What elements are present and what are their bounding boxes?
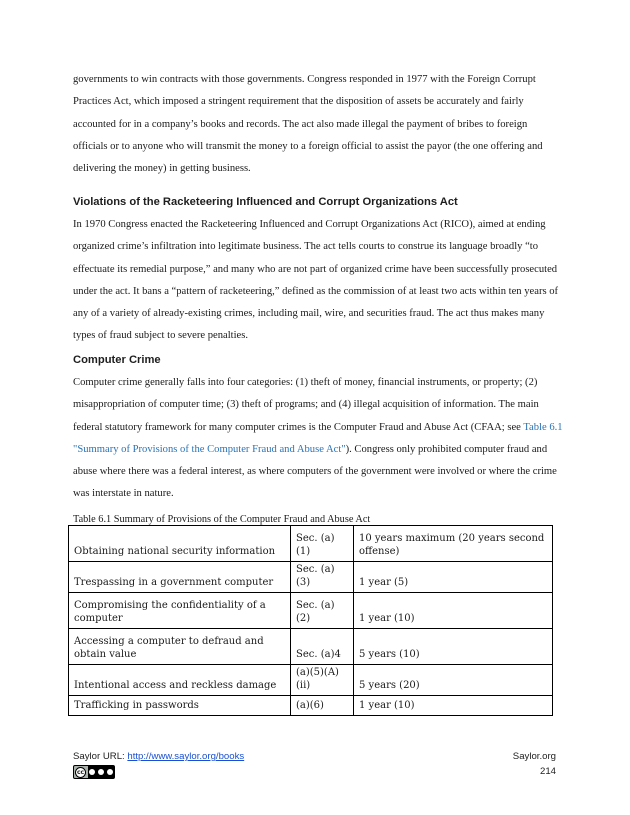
table-cell: 5 years (20) [354, 665, 553, 696]
creative-commons-license-icon[interactable] [73, 765, 115, 779]
table-cell: Obtaining national security information [69, 526, 291, 562]
paragraph-fcpa: governments to win contracts with those governments. Congress responded in 1977 with the Foreign Corrupt Practices Act, which imposed a stringent requirement that the disposition of assets be accurately and fairly accounted for in a company’s books and records. The act also made illegal the payment of bribes to foreign officials or to anyone who will transmit the money to a foreign official to assist the payor (the one offering and delivering the money) in getting business. [73, 74, 543, 175]
paragraph-rico: In 1970 Congress enacted the Racketeering Influenced and Corrupt Organizations Act (RICO), aimed at ending organized crime’s infiltration into legitimate business. The act tells courts to construe its language broadly “to effectuate its remedial purpose,” and many who are not part of organized crime have been successfully prosecuted under the act. It bans a “pattern of racketeering,” defined as the commission of at least two acts within ten years of any of a variety of already-existing crimes, including mail, wire, and securities fraud. The act thus makes many types of fraud subject to severe penalties. [73, 219, 559, 342]
table-cell: 5 years (10) [354, 629, 553, 665]
sa-icon [107, 769, 113, 775]
table-cell: 1 year (5) [354, 562, 553, 593]
table-cell: 1 year (10) [354, 696, 553, 716]
by-icon [89, 769, 95, 775]
table-cell: Trespassing in a government computer [69, 562, 291, 593]
table-row [69, 562, 553, 593]
table-row [69, 593, 553, 629]
table-cell: Trafficking in passwords [69, 696, 291, 716]
paragraph-computer-crime [73, 372, 563, 506]
table-cell: Sec. (a)(3) [291, 562, 354, 593]
table-cell: Accessing a computer to defraud and obtain value [69, 629, 291, 665]
footer-url [73, 751, 244, 762]
page-number: 214 [539, 766, 556, 777]
table-caption: Table 6.1 Summary of Provisions of the Computer Fraud and Abuse Act [73, 514, 371, 525]
table-row [69, 696, 553, 716]
footer-url-label: Saylor URL: [73, 751, 128, 762]
table-cell: Compromising the confidentiality of a computer [69, 593, 291, 629]
section-heading-rico: Violations of the Racketeering Influenced and Corrupt Organizations Act [73, 196, 458, 208]
table-cell: 10 years maximum (20 years second offense) [354, 526, 553, 562]
table-cell: (a)(6) [291, 696, 354, 716]
cc-logo-icon: cc [76, 768, 85, 776]
nc-icon [98, 769, 104, 775]
footer-site: Saylor.org [512, 751, 556, 762]
table-row [69, 665, 553, 696]
cfaa-provisions-table [68, 525, 553, 716]
license-terms-icons [88, 766, 114, 778]
table-cell: Sec. (a)(1) [291, 526, 354, 562]
table-cell: Sec. (a)4 [291, 629, 354, 665]
table-cell: Intentional access and reckless damage [69, 665, 291, 696]
table-cell: Sec. (a)(2) [291, 593, 354, 629]
table-cell: 1 year (10) [354, 593, 553, 629]
table-cell: (a)(5)(A)(ii) [291, 665, 354, 696]
table-reference-link[interactable]: Table 6.1 "Summary of Provisions of the Computer Fraud and Abuse Act" [73, 421, 563, 455]
section-heading-computer-crime: Computer Crime [73, 354, 161, 366]
paragraph-text-end: ). Congress only prohibited computer fraud and abuse where there was a federal interest, as where computers of the government were involved or where the crime was interstate in nature. [73, 443, 557, 500]
table-row [69, 526, 553, 562]
saylor-books-link[interactable]: http://www.saylor.org/books [127, 751, 245, 762]
table-row [69, 629, 553, 665]
paragraph-text: Computer crime generally falls into four categories: (1) theft of money, financial instruments, or property; (2) misappropriation of computer time; (3) theft of programs; and (4) illegal acquisition of information. The main federal statutory framework for many computer crimes is the Computer Fraud and Abuse Act (CFAA; see [73, 377, 539, 433]
